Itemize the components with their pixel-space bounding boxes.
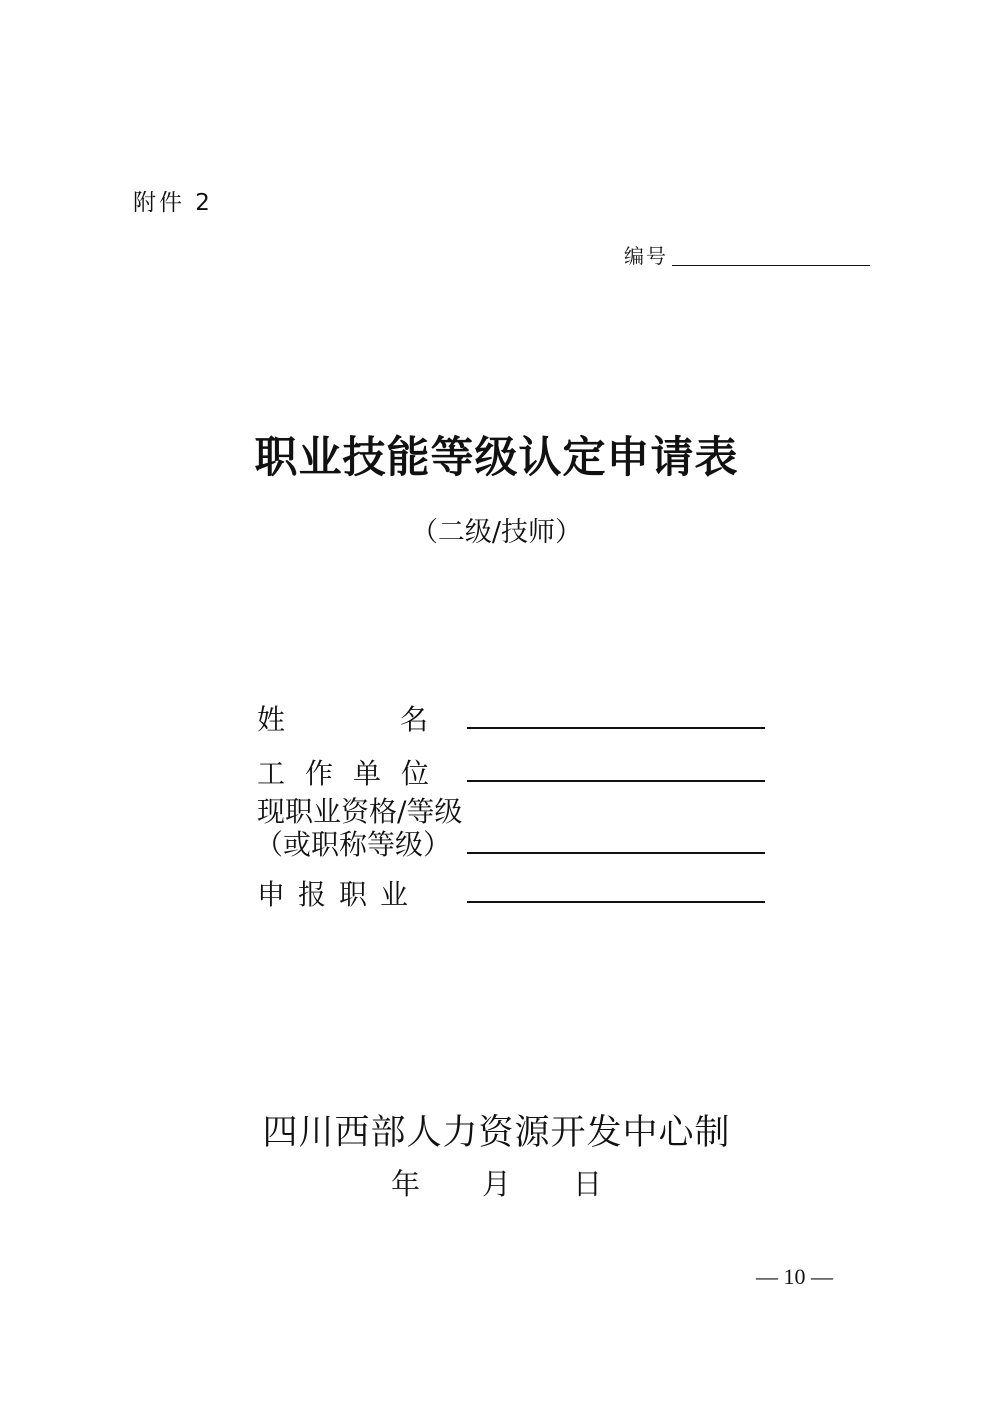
applied-occupation-line — [467, 901, 765, 903]
date-line: 年月日 — [390, 1167, 664, 1201]
workplace-label: 工作单位 — [257, 757, 450, 790]
name-line — [467, 727, 765, 729]
page-number: — 10 — — [756, 1264, 833, 1289]
current-qualification-line — [467, 852, 765, 854]
serial-number-label: 编号 — [624, 244, 668, 268]
serial-number-field — [624, 240, 870, 269]
form-title: 职业技能等级认定申请表 — [254, 433, 739, 483]
issuing-organization: 四川西部人力资源开发中心制 — [262, 1113, 731, 1153]
serial-number-line — [672, 265, 870, 266]
workplace-line — [467, 780, 765, 782]
current-qualification-label: 现职业资格/等级 — [257, 795, 463, 828]
applied-occupation-label: 申报职业 — [257, 878, 422, 911]
form-subtitle: （二级/技师） — [410, 517, 583, 548]
attachment-label: 附件 2 — [133, 190, 213, 216]
name-label: 姓名 — [257, 703, 544, 736]
current-qualification-sub-label: （或职称等级） — [255, 828, 452, 861]
